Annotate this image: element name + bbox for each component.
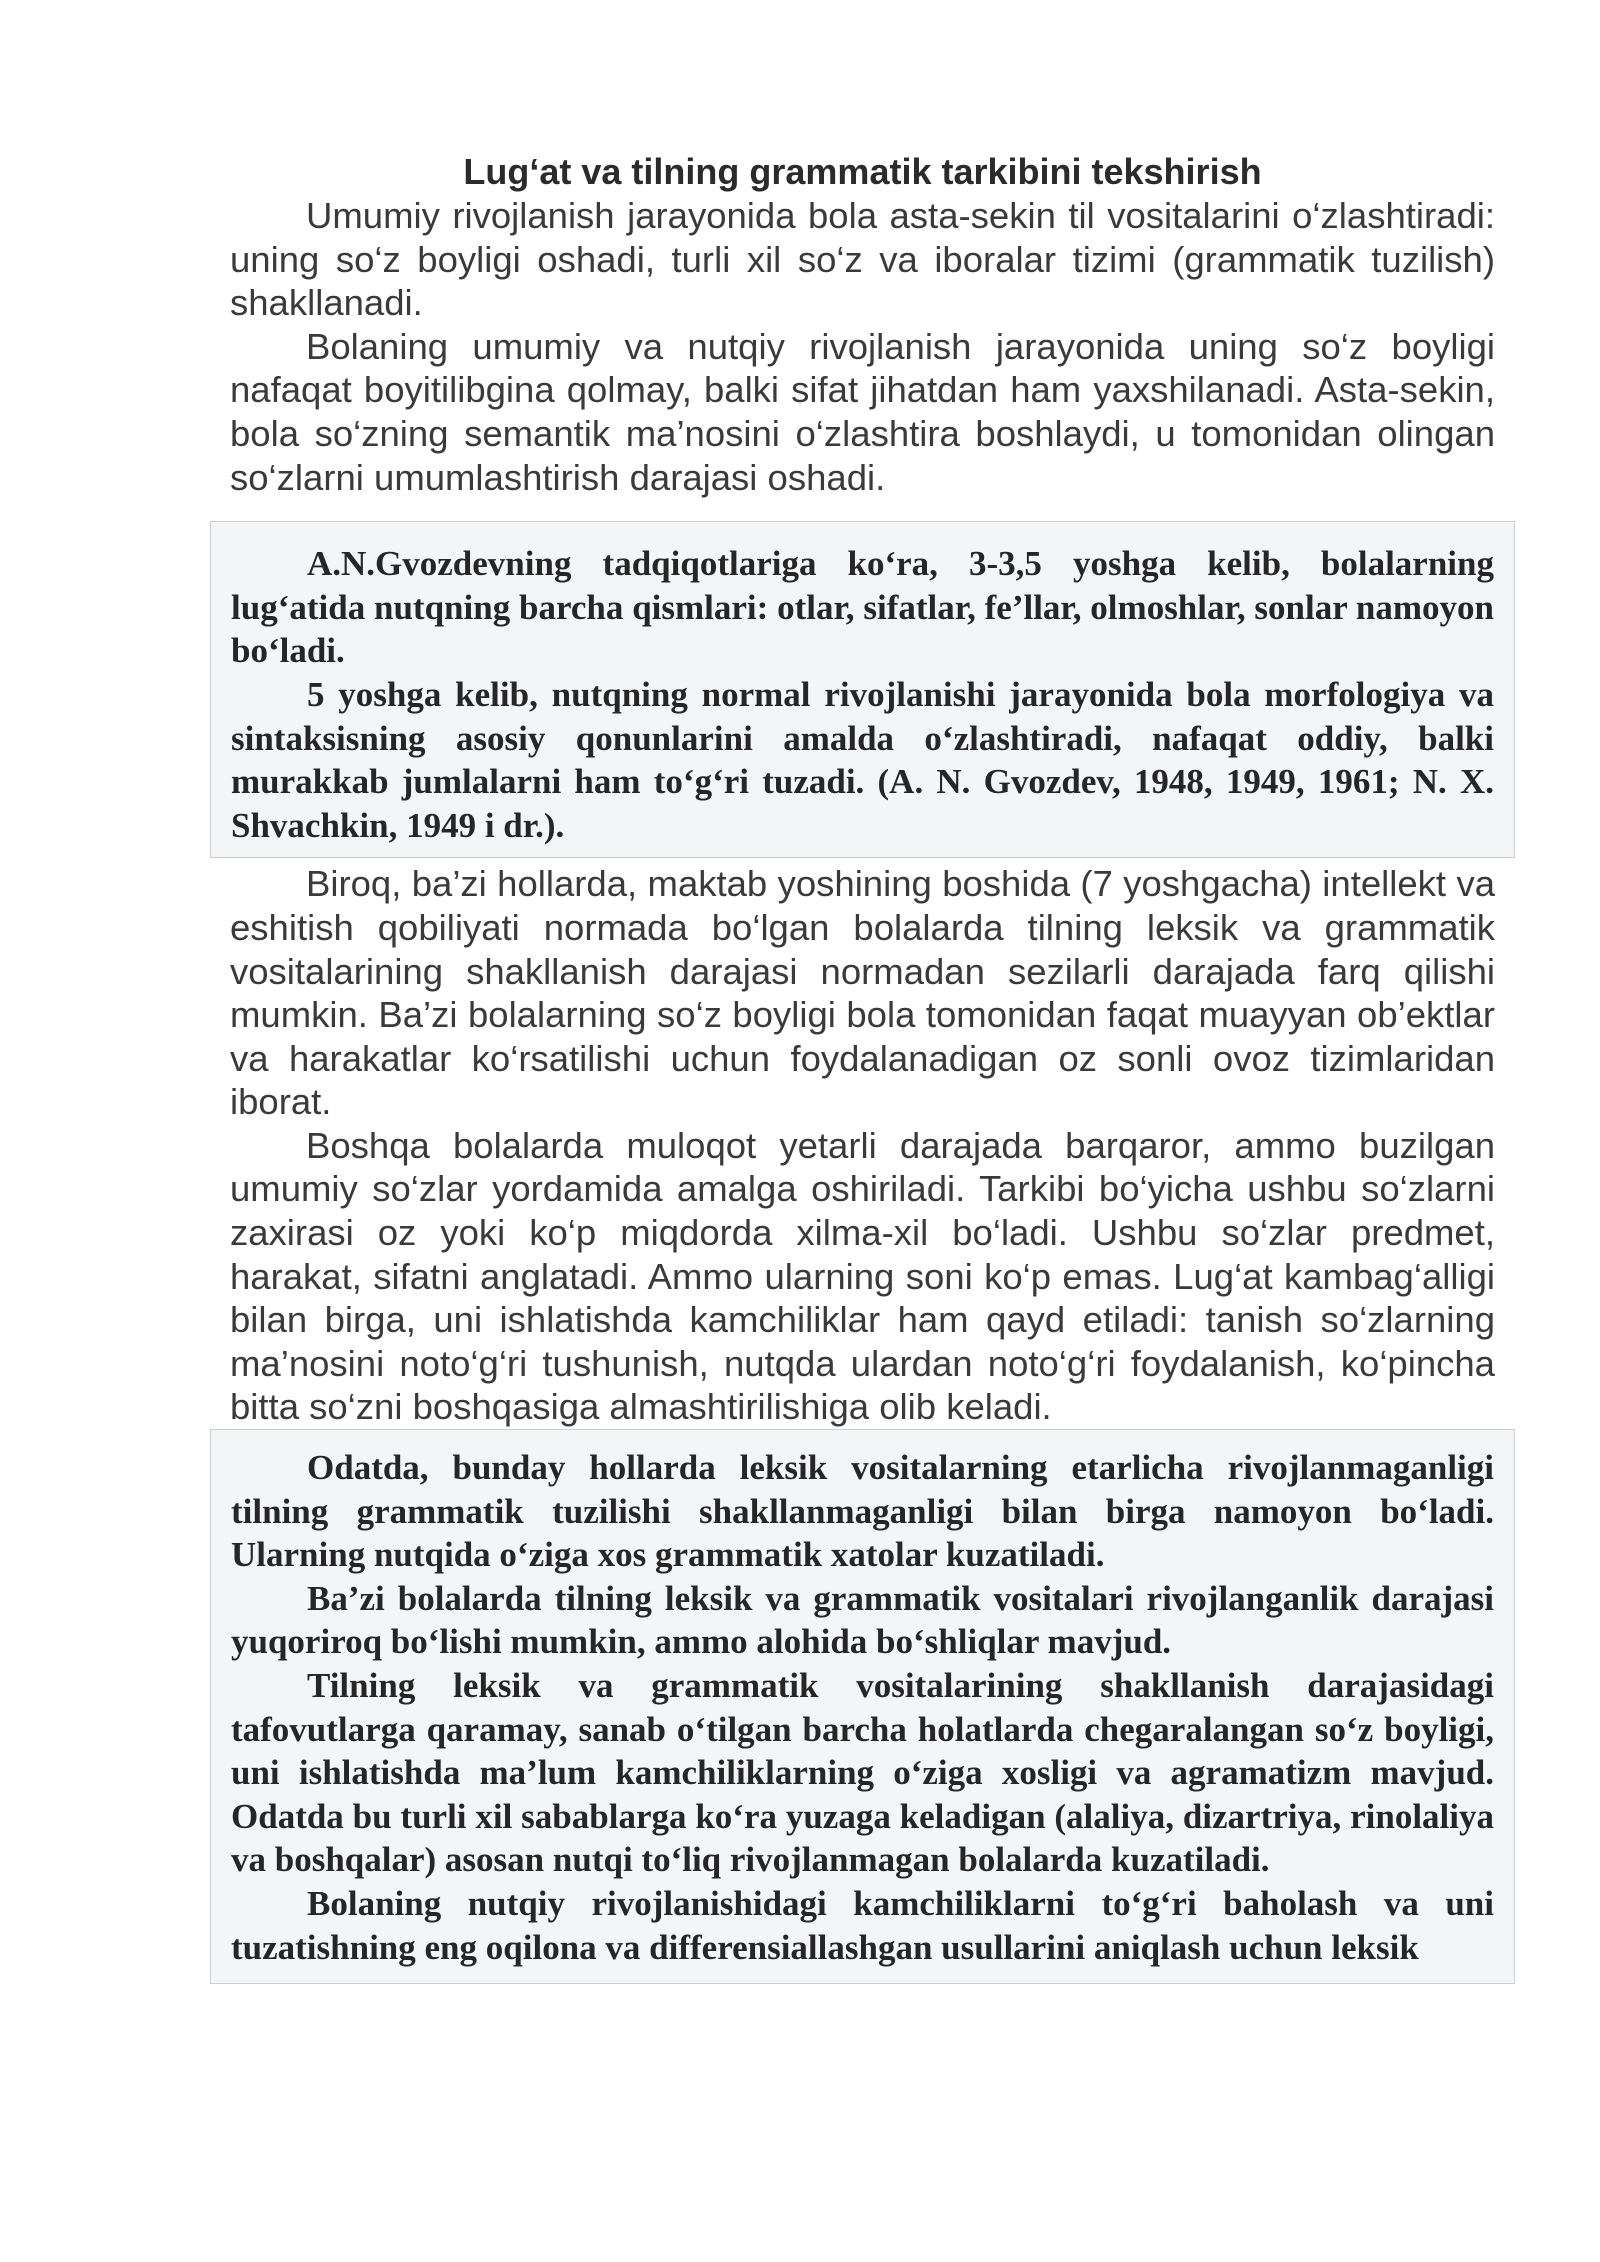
document-title: Lug‘at va tilning grammatik tarkibini tekshirish	[463, 151, 1262, 192]
box2-paragraph-3: Tilning leksik va grammatik vositalarining shakllanish darajasidagi tafovutlarga qaramay, sanab o‘tilgan barcha holatlarda chegaralangan so‘z boyligi, uni ishlatishda ma’lum kamchiliklarning o‘ziga xosligi va agramatizm mavjud. Odatda bu turli xil sabablarga ko‘ra yuzaga keladigan (alaliya, dizartriya, rinolaliya va boshqalar) asosan nutqi to‘liq rivojlanmagan bolalarda kuzatiladi.	[231, 1666, 1494, 1880]
highlight-box-gvozdev	[210, 521, 1515, 858]
box2-paragraph-2: Ba’zi bolalarda tilning leksik va grammatik vositalari rivojlanganlik darajasi yuqoriroq bo‘lishi mumkin, ammo alohida bo‘shliqlar mavjud.	[231, 1578, 1494, 1662]
box2-paragraph-4: Bolaning nutqiy rivojlanishidagi kamchiliklarni to‘g‘ri baholash va uni tuzatishning eng oqilona va differensiallashgan usullarini aniqlash uchun leksik	[231, 1883, 1494, 1967]
box1-paragraph-1: A.N.Gvozdevning tadqiqotlariga ko‘ra, 3-3,5 yoshga kelib, bolalarning lug‘atida nutqning barcha qismlari: otlar, sifatlar, fe’llar, olmoshlar, sonlar namoyon bo‘ladi.	[231, 544, 1494, 671]
intro-paragraph-1: Umumiy rivojlanish jarayonida bola asta-sekin til vositalarini o‘zlashtiradi: uning so‘z boyligi oshadi, turli xil so‘z va iboralar tizimi (grammatik tuzilish) shakllanadi.	[230, 195, 1495, 324]
middle-paragraph-2: Boshqa bolalarda muloqot yetarli darajada barqaror, ammo buzilgan umumiy so‘zlar yordamida amalga oshiriladi. Tarkibi bo‘yicha ushbu so‘zlarni zaxirasi oz yoki ko‘p miqdorda xilma-xil bo‘ladi. Ushbu so‘zlar predmet, harakat, sifatni anglatadi. Ammo ularning soni ko‘p emas. Lug‘at kambag‘alligi bilan birga, uni ishlatishda kamchiliklar ham qayd etiladi: tanish so‘zlarning ma’nosini noto‘g‘ri tushunish, nutqda ulardan noto‘g‘ri foydalanish, ko‘pincha bitta so‘zni boshqasiga almashtirilishiga olib keladi.	[230, 1124, 1495, 1428]
box2-paragraph-1: Odatda, bunday hollarda leksik vositalarning etarlicha rivojlanmaganligi tilning grammatik tuzilishi shakllanmaganligi bilan birga namoyon bo‘ladi. Ularning nutqida o‘ziga xos grammatik xatolar kuzatiladi.	[231, 1448, 1494, 1575]
document-body	[230, 150, 1495, 1984]
middle-paragraph-1: Biroq, ba’zi hollarda, maktab yoshining boshida (7 yoshgacha) intellekt va eshitish qobiliyati normada bo‘lgan bolalarda tilning leksik va grammatik vositalarining shakllanish darajasi normadan sezilarli darajada farq qilishi mumkin. Ba’zi bolalarning so‘z boyligi bola tomonidan faqat muayyan ob’ektlar va harakatlar ko‘rsatilishi uchun foydalanadigan oz sonli ovoz tizimlaridan iborat.	[230, 863, 1495, 1123]
highlight-box-lexical	[210, 1429, 1515, 1984]
intro-paragraph-2: Bolaning umumiy va nutqiy rivojlanish jarayonida uning so‘z boyligi nafaqat boyitilibgina qolmay, balki sifat jihatdan ham yaxshilanadi. Asta-sekin, bola so‘zning semantik ma’nosini o‘zlashtira boshlaydi, u tomonidan olingan so‘zlarni umumlashtirish darajasi oshadi.	[230, 325, 1495, 498]
box1-paragraph-2: 5 yoshga kelib, nutqning normal rivojlanishi jarayonida bola morfologiya va sintaksisning asosiy qonunlarini amalda o‘zlashtiradi, nafaqat oddiy, balki murakkab jumlalarni ham to‘g‘ri tuzadi. (A. N. Gvozdev, 1948, 1949, 1961; N. X. Shvachkin, 1949 i dr.).	[231, 674, 1494, 845]
